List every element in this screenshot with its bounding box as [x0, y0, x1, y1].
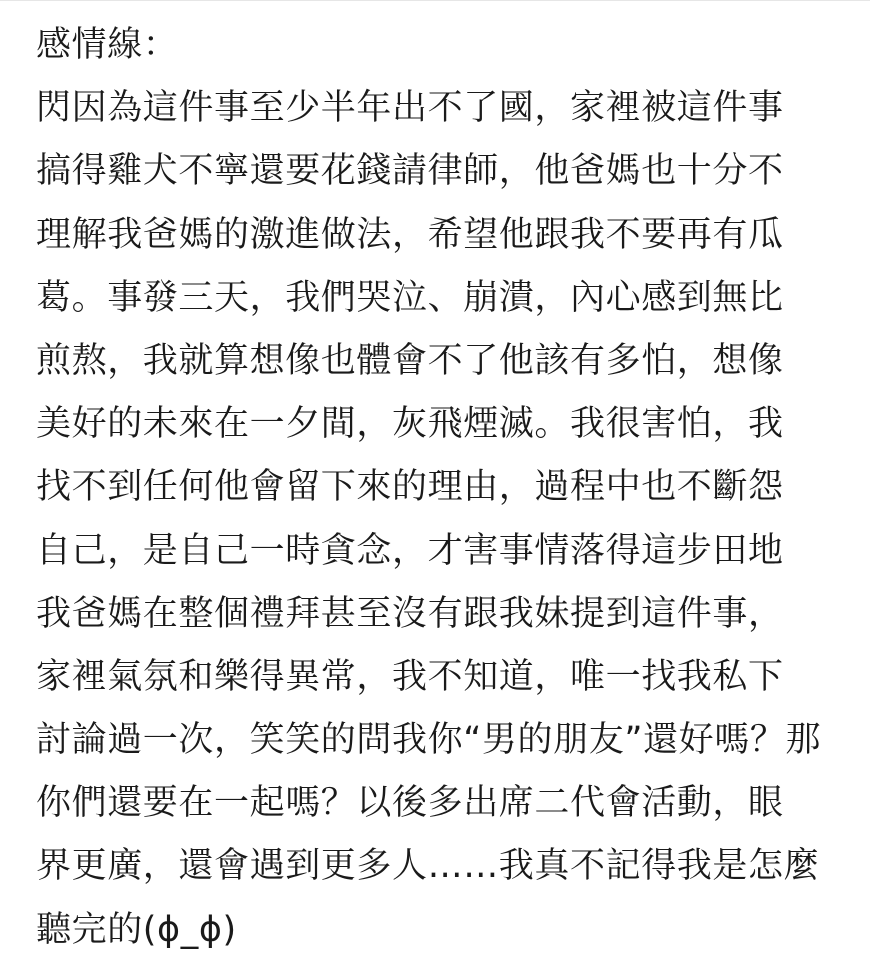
- text-line: 搞得雞犬不寧還要花錢請律師，他爸媽也十分不: [36, 151, 784, 192]
- text-line: 你們還要在一起嗎？以後多出席二代會活動，眼: [36, 783, 784, 824]
- top-divider: [0, 0, 870, 1]
- text-line: 界更廣，還會遇到更多人……我真不記得我是怎麼: [36, 846, 820, 887]
- text-line: 聽完的(ɸ_ɸ): [36, 909, 237, 950]
- text-line: 討論過一次，笑笑的問我你“男的朋友”還好嗎？那: [36, 720, 822, 761]
- text-line: 家裡氣氛和樂得異常，我不知道，唯一找我私下: [36, 656, 784, 697]
- section-heading: 感情線：: [36, 25, 179, 65]
- text-line: 我爸媽在整個禮拜甚至沒有跟我妹提到這件事，: [36, 593, 784, 634]
- text-line: 葛。事發三天，我們哭泣、崩潰，內心感到無比: [36, 277, 784, 318]
- text-line: 理解我爸媽的激進做法，希望他跟我不要再有瓜: [36, 214, 784, 255]
- text-line: 找不到任何他會留下來的理由，過程中也不斷怨: [36, 467, 784, 508]
- text-line: 煎熬，我就算想像也體會不了他該有多怕，想像: [36, 340, 784, 381]
- text-line: 自己，是自己一時貪念，才害事情落得這步田地: [36, 530, 784, 571]
- text-line: 閃因為這件事至少半年出不了國，家裡被這件事: [36, 88, 784, 129]
- post-body: [36, 14, 856, 962]
- text-line: 美好的未來在一夕間，灰飛煙滅。我很害怕，我: [36, 404, 784, 445]
